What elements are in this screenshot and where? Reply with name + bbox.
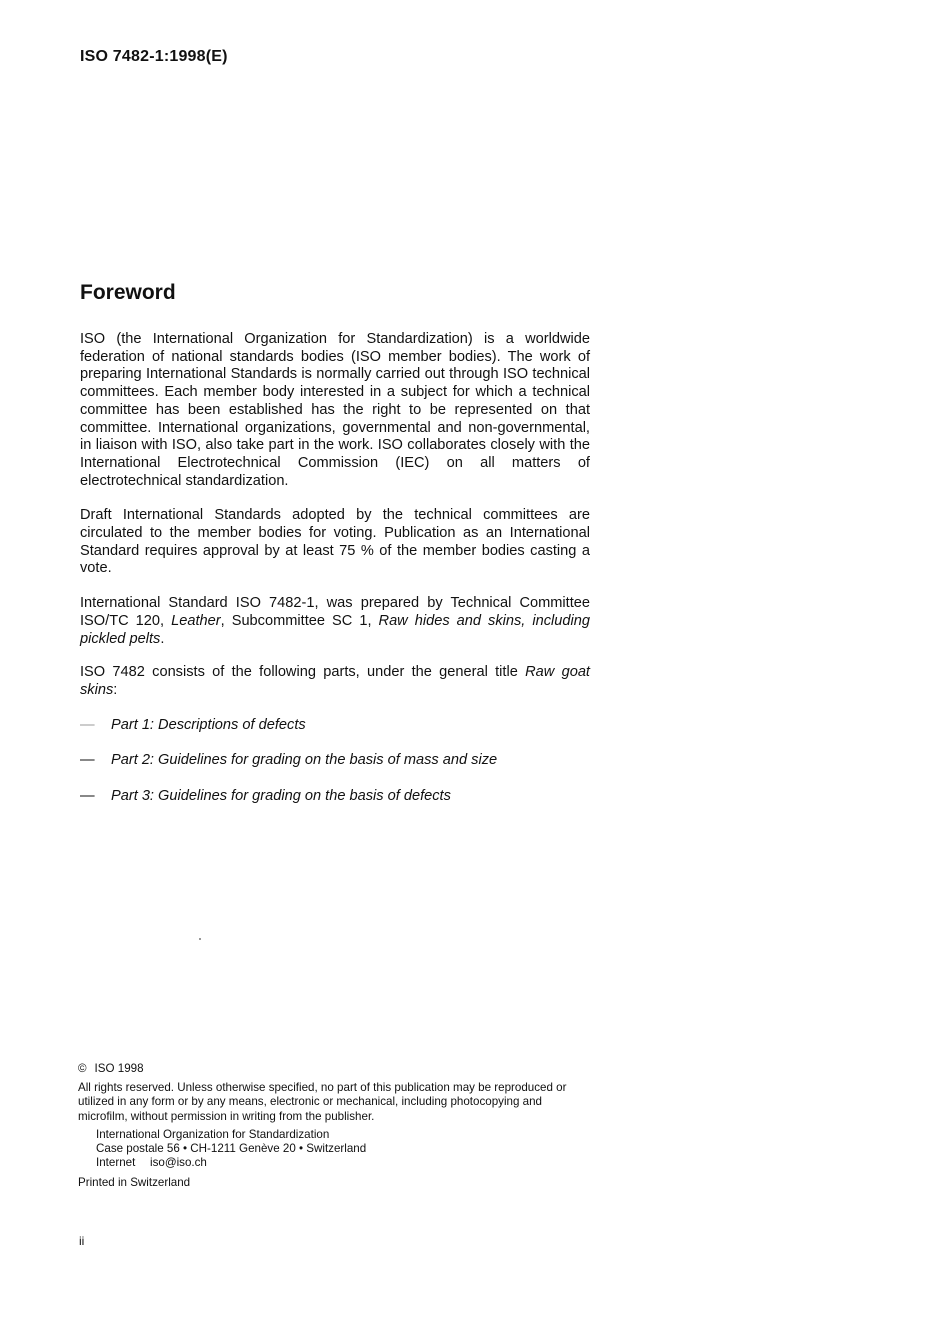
org-address-block	[96, 1128, 593, 1171]
parts-intro-colon: :	[113, 681, 118, 698]
paragraph-committee	[80, 595, 590, 648]
part-1-label: Part 1: Descriptions of defects	[111, 716, 306, 733]
internet-email: iso@iso.ch	[150, 1156, 207, 1170]
committee-subject: Raw hides and skins, including pickled pelts	[80, 612, 590, 647]
internet-label: Internet	[96, 1156, 136, 1170]
list-item	[80, 788, 590, 806]
dash-bullet: —	[80, 788, 95, 805]
dash-bullet: —	[80, 716, 95, 733]
copyright-icon: ©	[78, 1062, 87, 1075]
list-item	[80, 752, 590, 770]
rights-statement: All rights reserved. Unless otherwise specified, no part of this publication may be reproduced or utilized in any form or by any means, electronic or mechanical, including photocopying and microfilm, without permission in writing from the publisher.	[78, 1081, 567, 1123]
parts-intro-text: ISO 7482 consists of the following parts, under the general title	[80, 664, 526, 681]
parts-list	[80, 717, 590, 806]
scan-speck	[199, 938, 201, 940]
part-3-label: Part 3: Guidelines for grading on the basis of defects	[111, 788, 451, 805]
paragraph-parts-intro	[80, 664, 590, 699]
list-item	[80, 717, 590, 735]
org-internet	[96, 1156, 593, 1170]
printed-in: Printed in Switzerland	[78, 1176, 191, 1190]
committee-leather: Leather	[171, 612, 221, 629]
general-title: Raw goat skins	[80, 664, 590, 698]
paragraph-iso-intro: ISO (the International Organization for Standardization) is a worldwide federation of national standards bodies (ISO member bodies). The work of preparing International Standards is normally carried out through ISO technical committees. Each member body interested in a subject for which a technical committee has been established has the right to be represented on that committee. International organizations, governmental and non-governmental, in liaison with ISO, also take part in the work. ISO collaborates closely with the International Electrotechnical Commission (IEC) on all matters of electrotechnical standardization.	[80, 331, 590, 489]
paragraph-voting: Draft International Standards adopted by the technical committees are circulated to the member bodies for voting. Publication as an International Standard requires approval by at least 75 % of the member bodies casting a vote.	[80, 507, 590, 577]
copyright-block	[78, 1062, 593, 1191]
committee-text-1: International Standard ISO 7482-1, was prepared by Technical Committee ISO/TC 120,	[80, 595, 590, 629]
page-number: ii	[79, 1234, 85, 1248]
foreword-body	[80, 331, 590, 824]
page-title: Foreword	[80, 281, 176, 304]
copyright-year: ISO 1998	[94, 1062, 144, 1075]
part-2-label: Part 2: Guidelines for grading on the basis of mass and size	[111, 752, 498, 769]
committee-text-2: , Subcommittee SC 1,	[220, 612, 379, 629]
standard-id-header: ISO 7482-1:1998(E)	[80, 48, 228, 65]
org-name: International Organization for Standardization	[96, 1127, 330, 1141]
committee-text-3: .	[160, 630, 165, 647]
org-address: Case postale 56 • CH-1211 Genève 20 • Switzerland	[96, 1142, 367, 1156]
dash-bullet: —	[80, 752, 95, 769]
copyright-line	[78, 1062, 593, 1076]
